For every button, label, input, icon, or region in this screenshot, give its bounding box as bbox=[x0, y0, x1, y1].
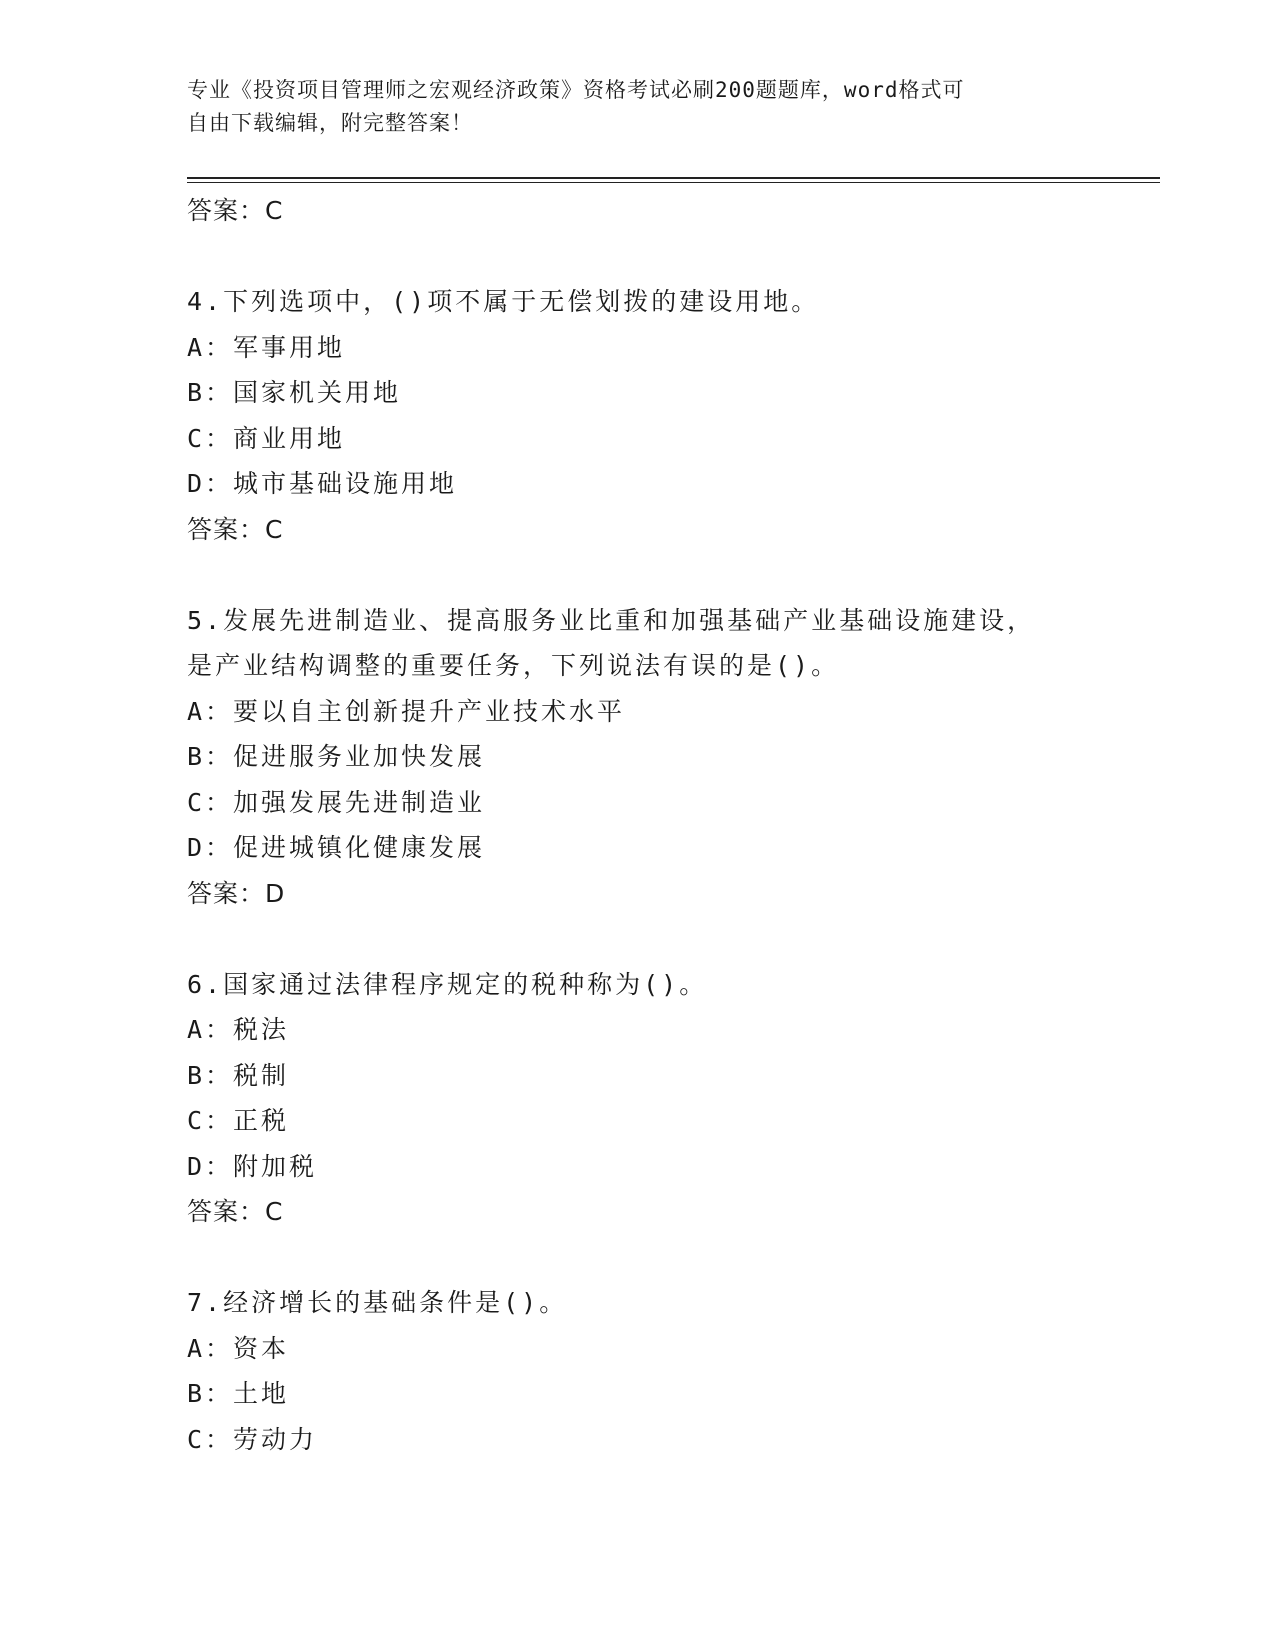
option-d: D：促进城镇化健康发展 bbox=[187, 833, 486, 862]
spacer bbox=[187, 916, 1147, 962]
option-c: C：加强发展先进制造业 bbox=[187, 787, 486, 817]
answer-line: 答案：C bbox=[187, 1197, 284, 1226]
option-b: B：促进服务业加快发展 bbox=[187, 742, 486, 771]
option-c: C：劳动力 bbox=[187, 1424, 318, 1454]
question-block bbox=[187, 598, 1147, 917]
answer-line: 答案：C bbox=[187, 196, 284, 225]
spacer bbox=[187, 1235, 1147, 1281]
spacer bbox=[187, 234, 1147, 280]
answer-line: 答案：D bbox=[187, 878, 286, 908]
question-stem: 7.经济增长的基础条件是()。 bbox=[187, 1288, 568, 1317]
question-stem: 5.发展先进制造业、提高服务业比重和加强基础产业基础设施建设， bbox=[187, 605, 1036, 635]
spacer bbox=[187, 552, 1147, 598]
option-b: B：土地 bbox=[187, 1379, 290, 1408]
option-b: B：税制 bbox=[187, 1060, 290, 1090]
option-c: C：商业用地 bbox=[187, 423, 346, 453]
option-a: A：军事用地 bbox=[187, 332, 346, 362]
option-b: B：国家机关用地 bbox=[187, 378, 402, 407]
document-header bbox=[187, 74, 1087, 140]
question-block bbox=[187, 279, 1147, 552]
option-a: A：要以自主创新提升产业技术水平 bbox=[187, 696, 626, 726]
option-d: D：附加税 bbox=[187, 1151, 318, 1181]
header-title-line-1: 专业《投资项目管理师之宏观经济政策》资格考试必刷200题题库，word格式可 bbox=[187, 78, 965, 102]
question-block bbox=[187, 1280, 1147, 1462]
question-stem: 6.国家通过法律程序规定的税种称为()。 bbox=[187, 969, 708, 999]
question-stem-continued: 是产业结构调整的重要任务，下列说法有误的是()。 bbox=[187, 651, 840, 680]
header-rule-thin bbox=[187, 182, 1160, 183]
question-stem: 4.下列选项中，()项不属于无偿划拨的建设用地。 bbox=[187, 287, 820, 316]
answer-line: 答案：C bbox=[187, 514, 284, 544]
option-a: A：资本 bbox=[187, 1333, 290, 1363]
option-d: D：城市基础设施用地 bbox=[187, 469, 458, 498]
option-c: C：正税 bbox=[187, 1106, 290, 1135]
question-content bbox=[187, 188, 1147, 1462]
header-title-line-2: 自由下载编辑，附完整答案！ bbox=[187, 111, 473, 135]
option-a: A：税法 bbox=[187, 1015, 290, 1044]
question-block bbox=[187, 962, 1147, 1235]
header-rule-thick bbox=[187, 177, 1160, 179]
